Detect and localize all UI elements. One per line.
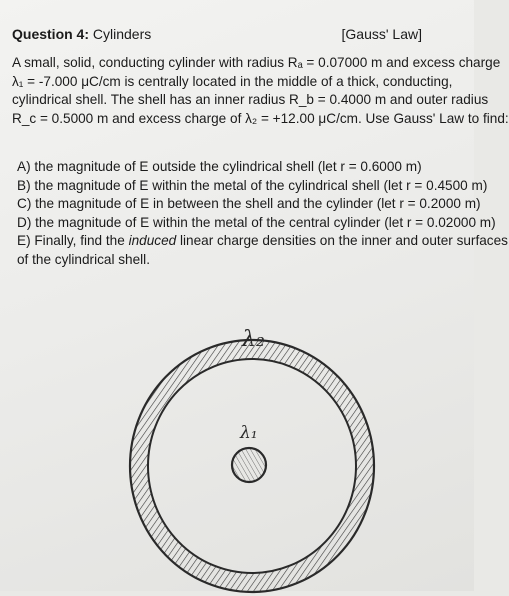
problem-line: cylindrical shell. The shell has an inner radius R_b = 0.4000 m and outer radius [12, 92, 489, 107]
part-e [17, 232, 508, 251]
question-parts [17, 158, 508, 269]
part-e-text-rest: linear charge densities on the inner and outer surfaces [176, 233, 508, 248]
problem-line: λ₁ = -7.000 μC/cm is centrally located in the middle of a thick, conducting, [12, 73, 453, 89]
part-e-continued: of the cylindrical shell. [17, 251, 150, 267]
part-e-text: E) Finally, find the [17, 233, 129, 248]
cylinder-diagram [0, 320, 474, 591]
question-label: Question 4: [12, 26, 90, 42]
problem-statement [12, 54, 509, 128]
part-d: D) the magnitude of E within the metal of the central cylinder (let r = 0.02000 m) [17, 214, 496, 230]
part-b: B) the magnitude of E within the metal of the cylindrical shell (let r = 0.4500 m) [17, 177, 488, 193]
central-cylinder [232, 448, 266, 482]
outer-charge-label: λ₂ [242, 327, 265, 352]
part-e-emphasis: induced [128, 233, 177, 248]
problem-line: R_c = 0.5000 m and excess charge of λ₂ = +12.00 μC/cm. Use Gauss' Law to find: [12, 110, 509, 126]
question-topic: Cylinders [92, 26, 152, 42]
topic-tag: [Gauss' Law] [341, 26, 422, 42]
question-title [12, 26, 151, 42]
cylinder-cross-section [0, 320, 474, 591]
problem-line: A small, solid, conducting cylinder with radius Rₐ = 0.07000 m and excess charge [12, 55, 501, 70]
part-c: C) the magnitude of E in between the shell and the cylinder (let r = 0.2000 m) [17, 196, 481, 211]
inner-charge-label: λ₁ [240, 423, 258, 443]
part-a: A) the magnitude of E outside the cylindrical shell (let r = 0.6000 m) [17, 159, 422, 174]
